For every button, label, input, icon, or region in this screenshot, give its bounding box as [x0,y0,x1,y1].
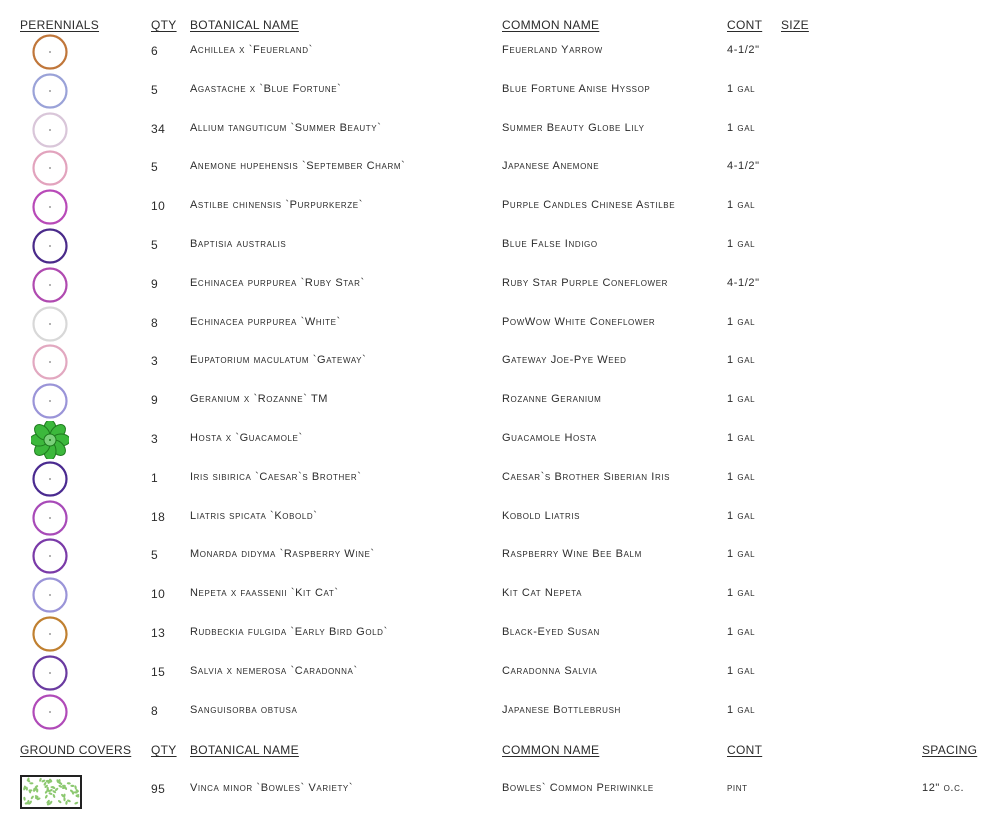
cont-cell: 1 gal [727,354,756,367]
botanical-name-cell: Salvia x nemerosa `Caradonna` [190,664,358,677]
plant-symbol-icon [31,72,69,110]
cont-cell: 1 gal [727,199,756,212]
plant-symbol-icon [31,654,69,692]
botanical-name-cell: Hosta x `Guacamole` [190,432,303,444]
cont-cell: pint [727,782,748,794]
qty-cell: 15 [151,664,166,679]
size-header: SIZE [781,18,809,32]
plant-symbol-icon [31,421,69,459]
botanical-name-cell: Monarda didyma `Raspberry Wine` [190,548,375,561]
ground-covers-section-title: GROUND COVERS [20,743,132,757]
gc-common-name-header: COMMON NAME [502,743,600,757]
botanical-name-cell: Iris sibirica `Caesar`s Brother` [190,470,362,483]
table-row [0,32,1000,70]
common-name-cell: PowWow White Coneflower [502,315,656,328]
plant-symbol-icon [31,188,69,226]
botanical-name-cell: Astilbe chinensis `Purpurkerze` [190,199,363,212]
common-name-cell: Summer Beauty Globe Lily [502,121,645,134]
table-row [0,653,1000,691]
table-row [0,110,1000,148]
qty-cell: 10 [151,199,166,214]
gc-spacing-header: SPACING [922,743,978,757]
qty-cell: 5 [151,238,159,252]
cont-cell: 1 gal [727,664,756,677]
common-name-cell: Blue Fortune Anise Hyssop [502,82,651,95]
table-row [0,614,1000,652]
gc-cont-header: CONT [727,743,763,757]
perennials-section-title: PERENNIALS [20,18,100,32]
qty-cell: 18 [151,509,166,524]
cont-cell: 1 gal [727,82,756,95]
common-name-cell: Purple Candles Chinese Astilbe [502,199,676,212]
plant-symbol-icon [31,576,69,614]
table-row [0,692,1000,730]
common-name-cell: Rozanne Geranium [502,393,602,406]
qty-cell: 95 [151,782,166,796]
common-name-cell: Blue False Indigo [502,238,598,250]
cont-cell: 1 gal [727,703,756,716]
plant-symbol-icon [31,227,69,265]
table-row [0,459,1000,497]
qty-cell: 1 [151,470,159,485]
table-row [0,226,1000,264]
cont-cell: 4-1/2" [727,276,760,289]
table-row [0,420,1000,458]
botanical-name-cell: Nepeta x faassenii `Kit Cat` [190,587,339,600]
common-name-cell: Japanese Anemone [502,160,600,173]
botanical-name-cell: Vinca minor `Bowles` Variety` [190,782,354,794]
gc-botanical-name-header: BOTANICAL NAME [190,743,299,757]
qty-cell: 34 [151,121,166,136]
table-row [0,148,1000,186]
common-name-cell: Raspberry Wine Bee Balm [502,548,642,561]
qty-cell: 5 [151,160,159,175]
plant-symbol-icon [31,305,69,343]
spacing-cell: 12" o.c. [922,782,965,794]
cont-cell: 1 gal [727,238,756,250]
qty-cell: 5 [151,548,159,563]
common-name-cell: Gateway Joe-Pye Weed [502,354,627,367]
common-name-cell: Kit Cat Nepeta [502,587,583,600]
botanical-name-cell: Sanguisorba obtusa [190,703,298,716]
cont-cell: 1 gal [727,315,756,328]
qty-header: QTY [151,18,177,32]
botanical-name-cell: Liatris spicata `Kobold` [190,509,318,522]
qty-cell: 9 [151,393,159,408]
botanical-name-cell: Rudbeckia fulgida `Early Bird Gold` [190,626,388,638]
qty-cell: 3 [151,432,159,446]
table-row [0,536,1000,574]
common-name-cell: Bowles` Common Periwinkle [502,782,654,794]
botanical-name-cell: Echinacea purpurea `White` [190,315,341,328]
qty-cell: 5 [151,82,159,97]
cont-cell: 1 gal [727,626,756,638]
botanical-name-cell: Achillea x `Feuerland` [190,44,313,56]
plant-symbol-icon [31,615,69,653]
table-row [0,187,1000,225]
qty-cell: 13 [151,626,166,640]
plant-symbol-icon [31,33,69,71]
qty-cell: 10 [151,587,166,602]
plant-symbol-icon [31,382,69,420]
table-row [0,342,1000,380]
table-row [0,265,1000,303]
plant-symbol-icon [31,343,69,381]
table-row [0,381,1000,419]
qty-cell: 6 [151,44,159,58]
common-name-cell: Caesar`s Brother Siberian Iris [502,470,671,483]
cont-cell: 4-1/2" [727,160,760,173]
qty-cell: 9 [151,276,159,291]
qty-cell: 3 [151,354,159,369]
common-name-cell: Kobold Liatris [502,509,581,522]
botanical-name-cell: Baptisia australis [190,238,287,250]
common-name-header: COMMON NAME [502,18,600,32]
common-name-cell: Feuerland Yarrow [502,44,603,56]
cont-cell: 1 gal [727,121,756,134]
table-row [0,770,1000,808]
botanical-name-cell: Allium tanguticum `Summer Beauty` [190,121,382,134]
botanical-name-cell: Echinacea purpurea `Ruby Star` [190,276,365,289]
table-row [0,575,1000,613]
common-name-cell: Japanese Bottlebrush [502,703,621,716]
cont-cell: 4-1/2" [727,44,760,56]
cont-cell: 1 gal [727,509,756,522]
plant-symbol-icon [31,149,69,187]
cont-header: CONT [727,18,763,32]
plant-symbol-icon [31,693,69,731]
botanical-name-header: BOTANICAL NAME [190,18,299,32]
plant-symbol-icon [31,537,69,575]
cont-cell: 1 gal [727,548,756,561]
plant-symbol-icon [31,499,69,537]
gc-qty-header: QTY [151,743,177,757]
common-name-cell: Black-Eyed Susan [502,626,600,638]
cont-cell: 1 gal [727,393,756,406]
table-row [0,71,1000,109]
cont-cell: 1 gal [727,587,756,600]
qty-cell: 8 [151,315,159,330]
plant-symbol-icon [31,111,69,149]
cont-cell: 1 gal [727,470,756,483]
botanical-name-cell: Eupatorium maculatum `Gateway` [190,354,367,367]
plant-symbol-icon [31,460,69,498]
cont-cell: 1 gal [727,432,756,444]
botanical-name-cell: Agastache x `Blue Fortune` [190,82,342,95]
common-name-cell: Guacamole Hosta [502,432,597,444]
common-name-cell: Caradonna Salvia [502,664,598,677]
common-name-cell: Ruby Star Purple Coneflower [502,276,669,289]
botanical-name-cell: Anemone hupehensis `September Charm` [190,160,406,173]
plant-symbol-icon [31,266,69,304]
qty-cell: 8 [151,703,159,718]
table-row [0,304,1000,342]
botanical-name-cell: Geranium x `Rozanne` TM [190,393,329,406]
table-row [0,498,1000,536]
